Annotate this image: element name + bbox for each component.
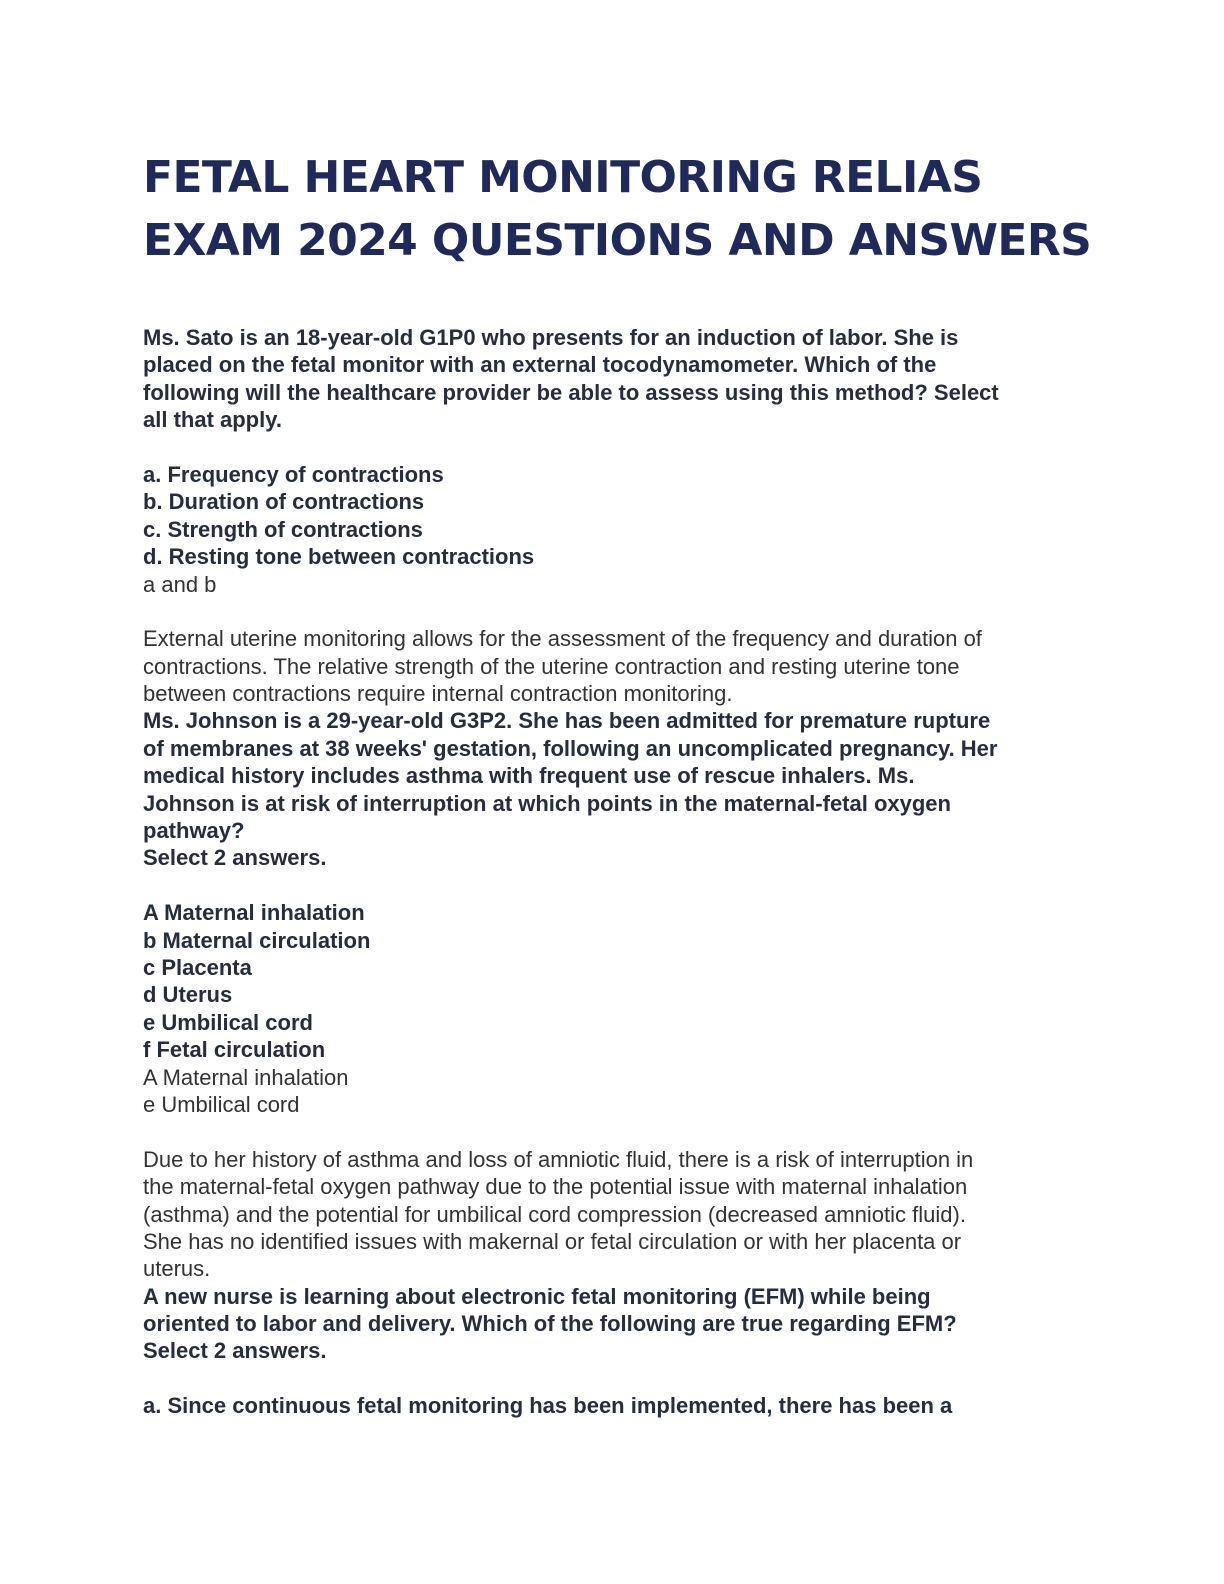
rationale-line: contractions. The relative strength of the uterine contraction and resting uterine tone [143, 653, 960, 679]
answer-option: c Placenta [143, 954, 252, 980]
question-line: Ms. Sato is an 18-year-old G1P0 who presents for an induction of labor. She is [143, 325, 959, 350]
question-2-rationale [143, 1146, 1083, 1283]
spacer [143, 1365, 1083, 1392]
answer-option: b. Duration of contractions [143, 489, 425, 515]
question-1-answer: a and b [143, 571, 217, 597]
answer-option: b Maternal circulation [143, 927, 371, 953]
document-title [143, 146, 1103, 272]
rationale-line: the maternal-fetal oxygen pathway due to the potential issue with maternal inhalation [143, 1174, 968, 1200]
question-line: pathway? [143, 818, 245, 844]
question-2-text [143, 707, 1083, 871]
spacer [143, 872, 1083, 899]
question-3-options [143, 1392, 1083, 1419]
question-line: Johnson is at risk of interruption at which points in the maternal-fetal oxygen [143, 790, 951, 816]
question-2-options [143, 899, 1083, 1063]
rationale-line: External uterine monitoring allows for the assessment of the frequency and duration of [143, 626, 982, 652]
correct-answer: e Umbilical cord [143, 1091, 300, 1117]
question-line: Ms. Johnson is a 29-year-old G3P2. She has been admitted for premature rupture [143, 708, 991, 734]
question-line: Select 2 answers. [143, 845, 327, 871]
title-line-2: EXAM 2024 QUESTIONS AND ANSWERS [143, 215, 1092, 266]
question-1-options [143, 461, 1083, 571]
rationale-line: She has no identified issues with makernal or fetal circulation or with her placenta or [143, 1228, 962, 1254]
rationale-line: between contractions require internal contraction monitoring. [143, 681, 733, 707]
question-line: oriented to labor and delivery. Which of the following are true regarding EFM? [143, 1311, 957, 1337]
question-line: medical history includes asthma with frequent use of rescue inhalers. Ms. [143, 763, 915, 789]
question-line: of membranes at 38 weeks' gestation, following an uncomplicated pregnancy. Her [143, 735, 998, 761]
question-line: Select 2 answers. [143, 1338, 327, 1364]
answer-option: a. Frequency of contractions [143, 461, 444, 487]
spacer [143, 434, 1083, 461]
question-line: following will the healthcare provider be able to assess using this method? Select [143, 379, 999, 405]
question-3-text [143, 1283, 1083, 1365]
answer-option: f Fetal circulation [143, 1037, 326, 1063]
answer-option: d. Resting tone between contractions [143, 544, 535, 570]
answer-option: c. Strength of contractions [143, 516, 423, 542]
spacer [143, 598, 1083, 625]
answer-option: A Maternal inhalation [143, 900, 365, 926]
question-2 [143, 707, 1083, 1282]
correct-answer: A Maternal inhalation [143, 1064, 349, 1090]
spacer [143, 1118, 1083, 1145]
question-1 [143, 324, 1083, 707]
answer-option: a. Since continuous fetal monitoring has been implemented, there has been a [143, 1393, 953, 1419]
question-line: placed on the fetal monitor with an external tocodynamometer. Which of the [143, 352, 937, 378]
rationale-line: Due to her history of asthma and loss of amniotic fluid, there is a risk of interruption in [143, 1146, 974, 1172]
question-3 [143, 1283, 1083, 1420]
rationale-line: (asthma) and the potential for umbilical cord compression (decreased amniotic fluid). [143, 1201, 966, 1227]
answer-option: d Uterus [143, 982, 233, 1008]
question-2-answers [143, 1064, 1083, 1119]
document-body [143, 324, 1083, 1420]
question-1-text [143, 324, 1083, 434]
question-line: all that apply. [143, 407, 282, 433]
rationale-line: uterus. [143, 1256, 211, 1282]
answer-option: e Umbilical cord [143, 1009, 313, 1035]
question-1-rationale [143, 625, 1083, 707]
question-line: A new nurse is learning about electronic fetal monitoring (EFM) while being [143, 1283, 931, 1309]
title-line-1: FETAL HEART MONITORING RELIAS [143, 152, 983, 203]
